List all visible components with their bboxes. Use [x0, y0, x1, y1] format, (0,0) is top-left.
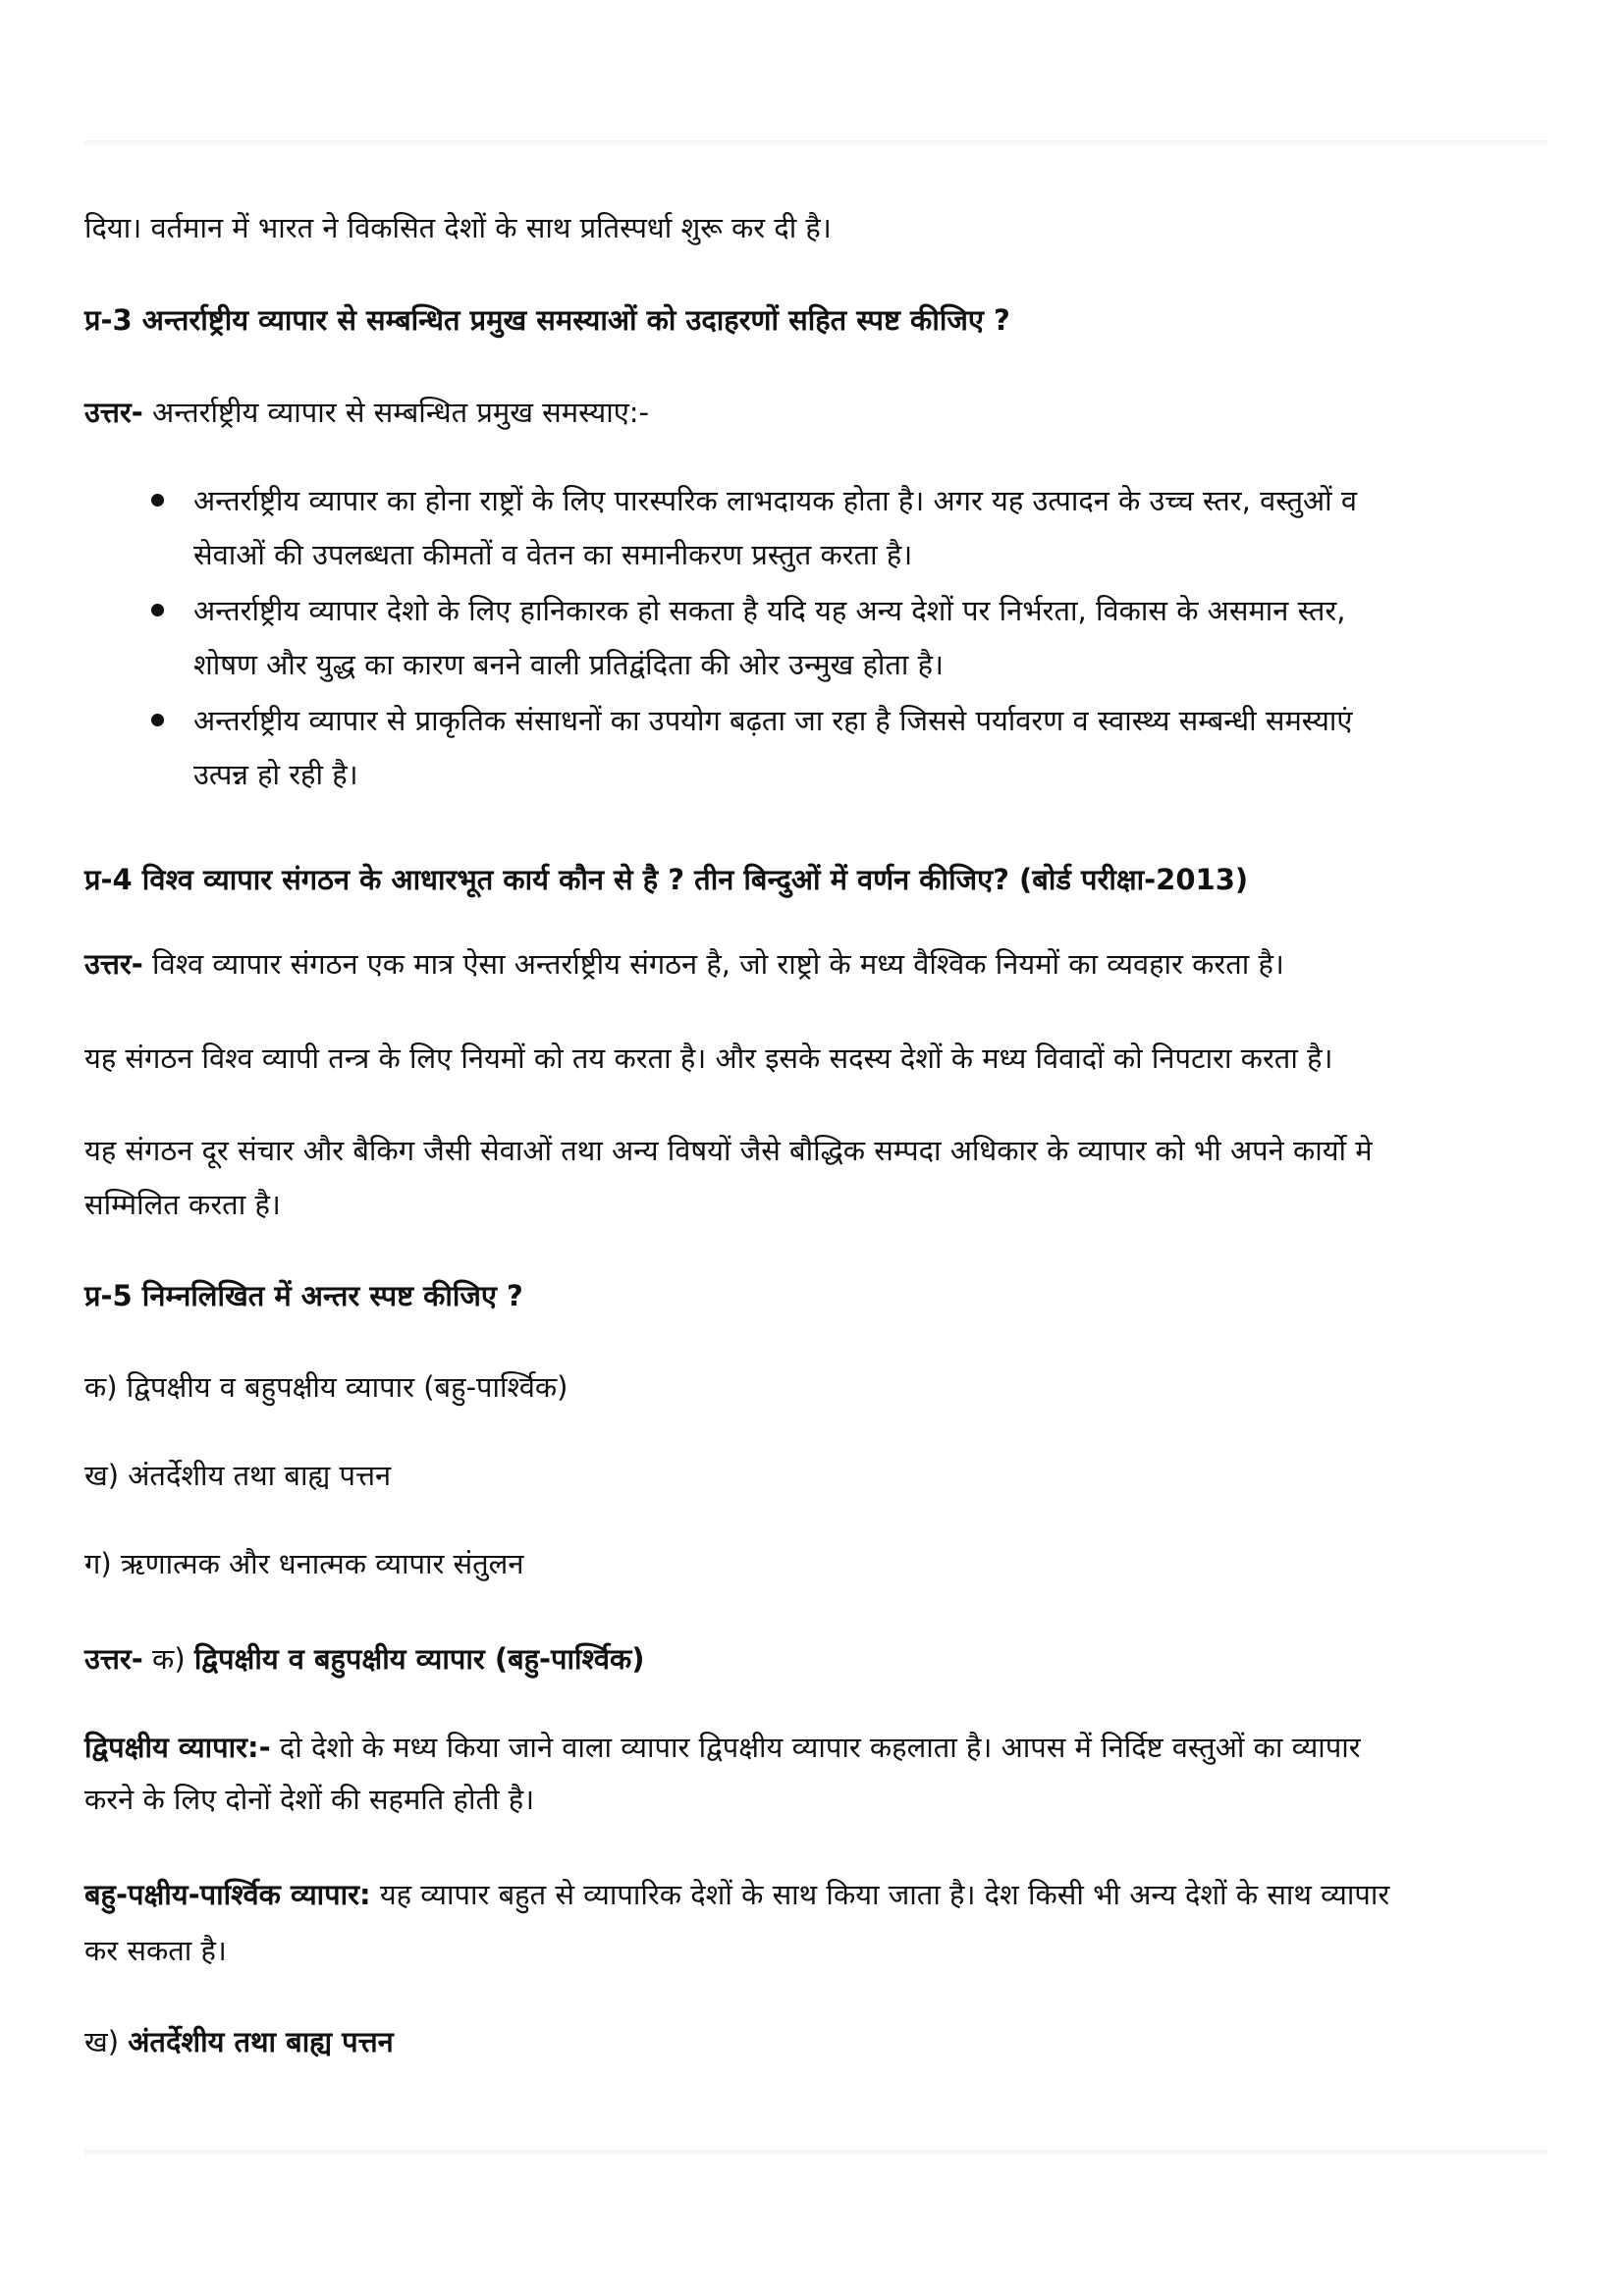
bullet-3-line-1: अन्तर्राष्ट्रीय व्यापार से प्राकृतिक संसाधनों का उपयोग बढ़ता जा रहा है जिससे पर्यावरण व स्वास्थ्य सम्बन्धी समस्याएं — [193, 704, 1353, 737]
bilateral-trade-label: द्विपक्षीय व्यापार:- — [84, 1731, 271, 1764]
bullet-1-line-2: सेवाओं की उपलब्धता कीमतों व वेतन का समानीकरण प्रस्तुत करता है। — [193, 538, 913, 571]
bullet-icon — [151, 714, 164, 726]
bullet-icon — [151, 604, 164, 616]
bullet-3-line-2: उत्पन्न हो रही है। — [193, 758, 358, 791]
answer-label: उत्तर- — [84, 396, 143, 429]
q5-item-b: ख) अंतर्देशीय तथा बाह्य पत्तन — [84, 1459, 392, 1492]
answer-4-para-3-line-1: यह संगठन दूर संचार और बैकिग जैसी सेवाओं तथा अन्य विषयों जैसे बौद्धिक सम्पदा अधिकार के व्यापार को भी अपने कार्यो मे — [84, 1134, 1373, 1167]
bilateral-trade-text: दो देशो के मध्य किया जाने वाला व्यापार द्विपक्षीय व्यापार कहलाता है। आपस में निर्दिष्ट वस्तुओं का व्यापार — [270, 1731, 1361, 1764]
answer-4-para-2: यह संगठन विश्व व्यापी तन्त्र के लिए नियमों को तय करता है। और इसके सदस्य देशों के मध्य विवादों को निपटारा करता है। — [84, 1041, 1333, 1075]
section-b-heading — [84, 2022, 394, 2061]
bilateral-trade-line-2: करने के लिए दोनों देशों की सहमति होती है। — [84, 1783, 535, 1816]
bullet-icon — [151, 494, 164, 507]
answer-5-heading-text: द्विपक्षीय व बहुपक्षीय व्यापार (बहु-पार्श्विक) — [193, 1642, 645, 1676]
question-5: प्र-5 निम्नलिखित में अन्तर स्पष्ट कीजिए ? — [84, 1279, 523, 1312]
intro-line: दिया। वर्तमान में भारत ने विकसित देशों के साथ प्रतिस्पर्धा शुरू कर दी है। — [84, 211, 832, 244]
answer-5-heading — [84, 1639, 645, 1679]
answer-label: उत्तर- — [84, 947, 143, 981]
section-b-heading-text: अंतर्देशीय तथा बाह्य पत्तन — [128, 2025, 394, 2058]
bullet-2-line-1: अन्तर्राष्ट्रीय व्यापार देशो के लिए हानिकारक हो सकता है यदि यह अन्य देशों पर निर्भरता, विकास के असमान स्तर, — [193, 594, 1346, 627]
answer-4-text: विश्व व्यापार संगठन एक मात्र ऐसा अन्तर्राष्ट्रीय संगठन है, जो राष्ट्रो के मध्य वैश्विक नियमों का व्यवहार करता है। — [142, 947, 1284, 981]
bottom-divider — [84, 2150, 1547, 2156]
multilateral-trade-label: बहु-पक्षीय-पार्श्विक व्यापार: — [84, 1878, 371, 1911]
question-4: प्र-4 विश्व व्यापार संगठन के आधारभूत कार्य कौन से है ? तीन बिन्दुओं में वर्णन कीजिए? (बोर्ड परीक्षा-2013) — [84, 863, 1249, 896]
answer-4-para-3-line-2: सम्मिलित करता है। — [84, 1188, 281, 1221]
top-divider — [84, 140, 1547, 146]
section-b-prefix: ख) — [84, 2025, 129, 2058]
bullet-2-line-2: शोषण और युद्ध का कारण बनने वाली प्रतिद्वंदिता की ओर उन्मुख होता है। — [193, 648, 945, 681]
question-3: प्र-3 अन्तर्राष्ट्रीय व्यापार से सम्बन्धित प्रमुख समस्याओं को उदाहरणों सहित स्पष्ट कीजिए ? — [84, 303, 1010, 337]
answer-label: उत्तर- — [84, 1642, 143, 1676]
answer-3-intro — [84, 393, 649, 432]
answer-4 — [84, 944, 1284, 984]
answer-5-prefix: क) — [142, 1642, 194, 1676]
multilateral-trade-text: यह व्यापार बहुत से व्यापारिक देशों के साथ किया जाता है। देश किसी भी अन्य देशों के साथ व्यापार — [370, 1878, 1390, 1911]
bullet-1-line-1: अन्तर्राष्ट्रीय व्यापार का होना राष्ट्रों के लिए पारस्परिक लाभदायक होता है। अगर यह उत्पादन के उच्च स्तर, वस्तुओं व — [193, 484, 1358, 517]
bilateral-trade-line-1 — [84, 1728, 1361, 1767]
multilateral-trade-line-2: कर सकता है। — [84, 1934, 227, 1967]
answer-3-text: अन्तर्राष्ट्रीय व्यापार से सम्बन्धित प्रमुख समस्याए:- — [142, 396, 649, 429]
q5-item-a: क) द्विपक्षीय व बहुपक्षीय व्यापार (बहु-पार्श्विक) — [84, 1370, 568, 1404]
q5-item-c: ग) ऋणात्मक और धनात्मक व्यापार संतुलन — [84, 1547, 524, 1580]
multilateral-trade-line-1 — [84, 1875, 1389, 1914]
